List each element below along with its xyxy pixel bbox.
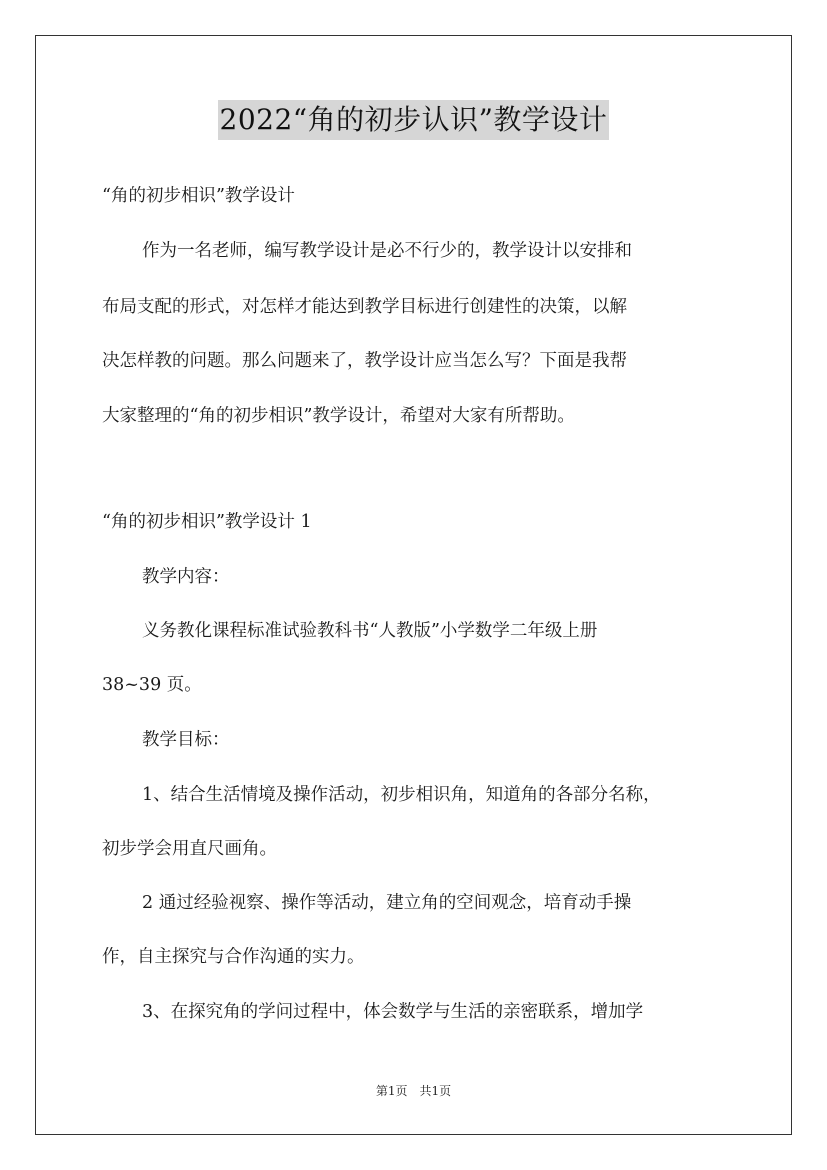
title-container xyxy=(0,100,827,140)
content-label: 教学内容： xyxy=(142,567,230,587)
intro-line-2: 布局支配的形式，对怎样才能达到教学目标进行创建性的决策，以解 xyxy=(102,297,627,317)
subtitle-line: “角的初步相识”教学设计 xyxy=(102,186,295,206)
page-number: 第1页 共1页 xyxy=(375,1084,452,1098)
objective-2-line-2: 作，自主探究与合作沟通的实力。 xyxy=(102,947,365,967)
objectives-label: 教学目标： xyxy=(142,730,230,750)
objective-2-line-1: 2 通过经验视察、操作等活动，建立角的空间观念，培育动手操 xyxy=(142,893,632,913)
section-heading: “角的初步相识”教学设计 1 xyxy=(102,512,312,532)
intro-line-3: 决怎样教的问题。那么问题来了，教学设计应当怎么写？下面是我帮 xyxy=(102,351,627,371)
objective-1-line-2: 初步学会用直尺画角。 xyxy=(102,839,277,859)
content-line-1: 义务教化课程标准试验教科书“人教版”小学数学二年级上册 xyxy=(142,621,598,641)
objective-1-line-1: 1、结合生活情境及操作活动，初步相识角，知道角的各部分名称， xyxy=(142,785,661,805)
objective-3-line-1: 3、在探究角的学问过程中，体会数学与生活的亲密联系，增加学 xyxy=(142,1002,644,1022)
intro-line-1: 作为一名老师，编写教学设计是必不行少的，教学设计以安排和 xyxy=(142,241,632,261)
content-line-2: 38~39 页。 xyxy=(102,675,202,695)
intro-line-4: 大家整理的“角的初步相识”教学设计，希望对大家有所帮助。 xyxy=(102,406,575,426)
document-title: 2022“角的初步认识”教学设计 xyxy=(218,100,610,140)
